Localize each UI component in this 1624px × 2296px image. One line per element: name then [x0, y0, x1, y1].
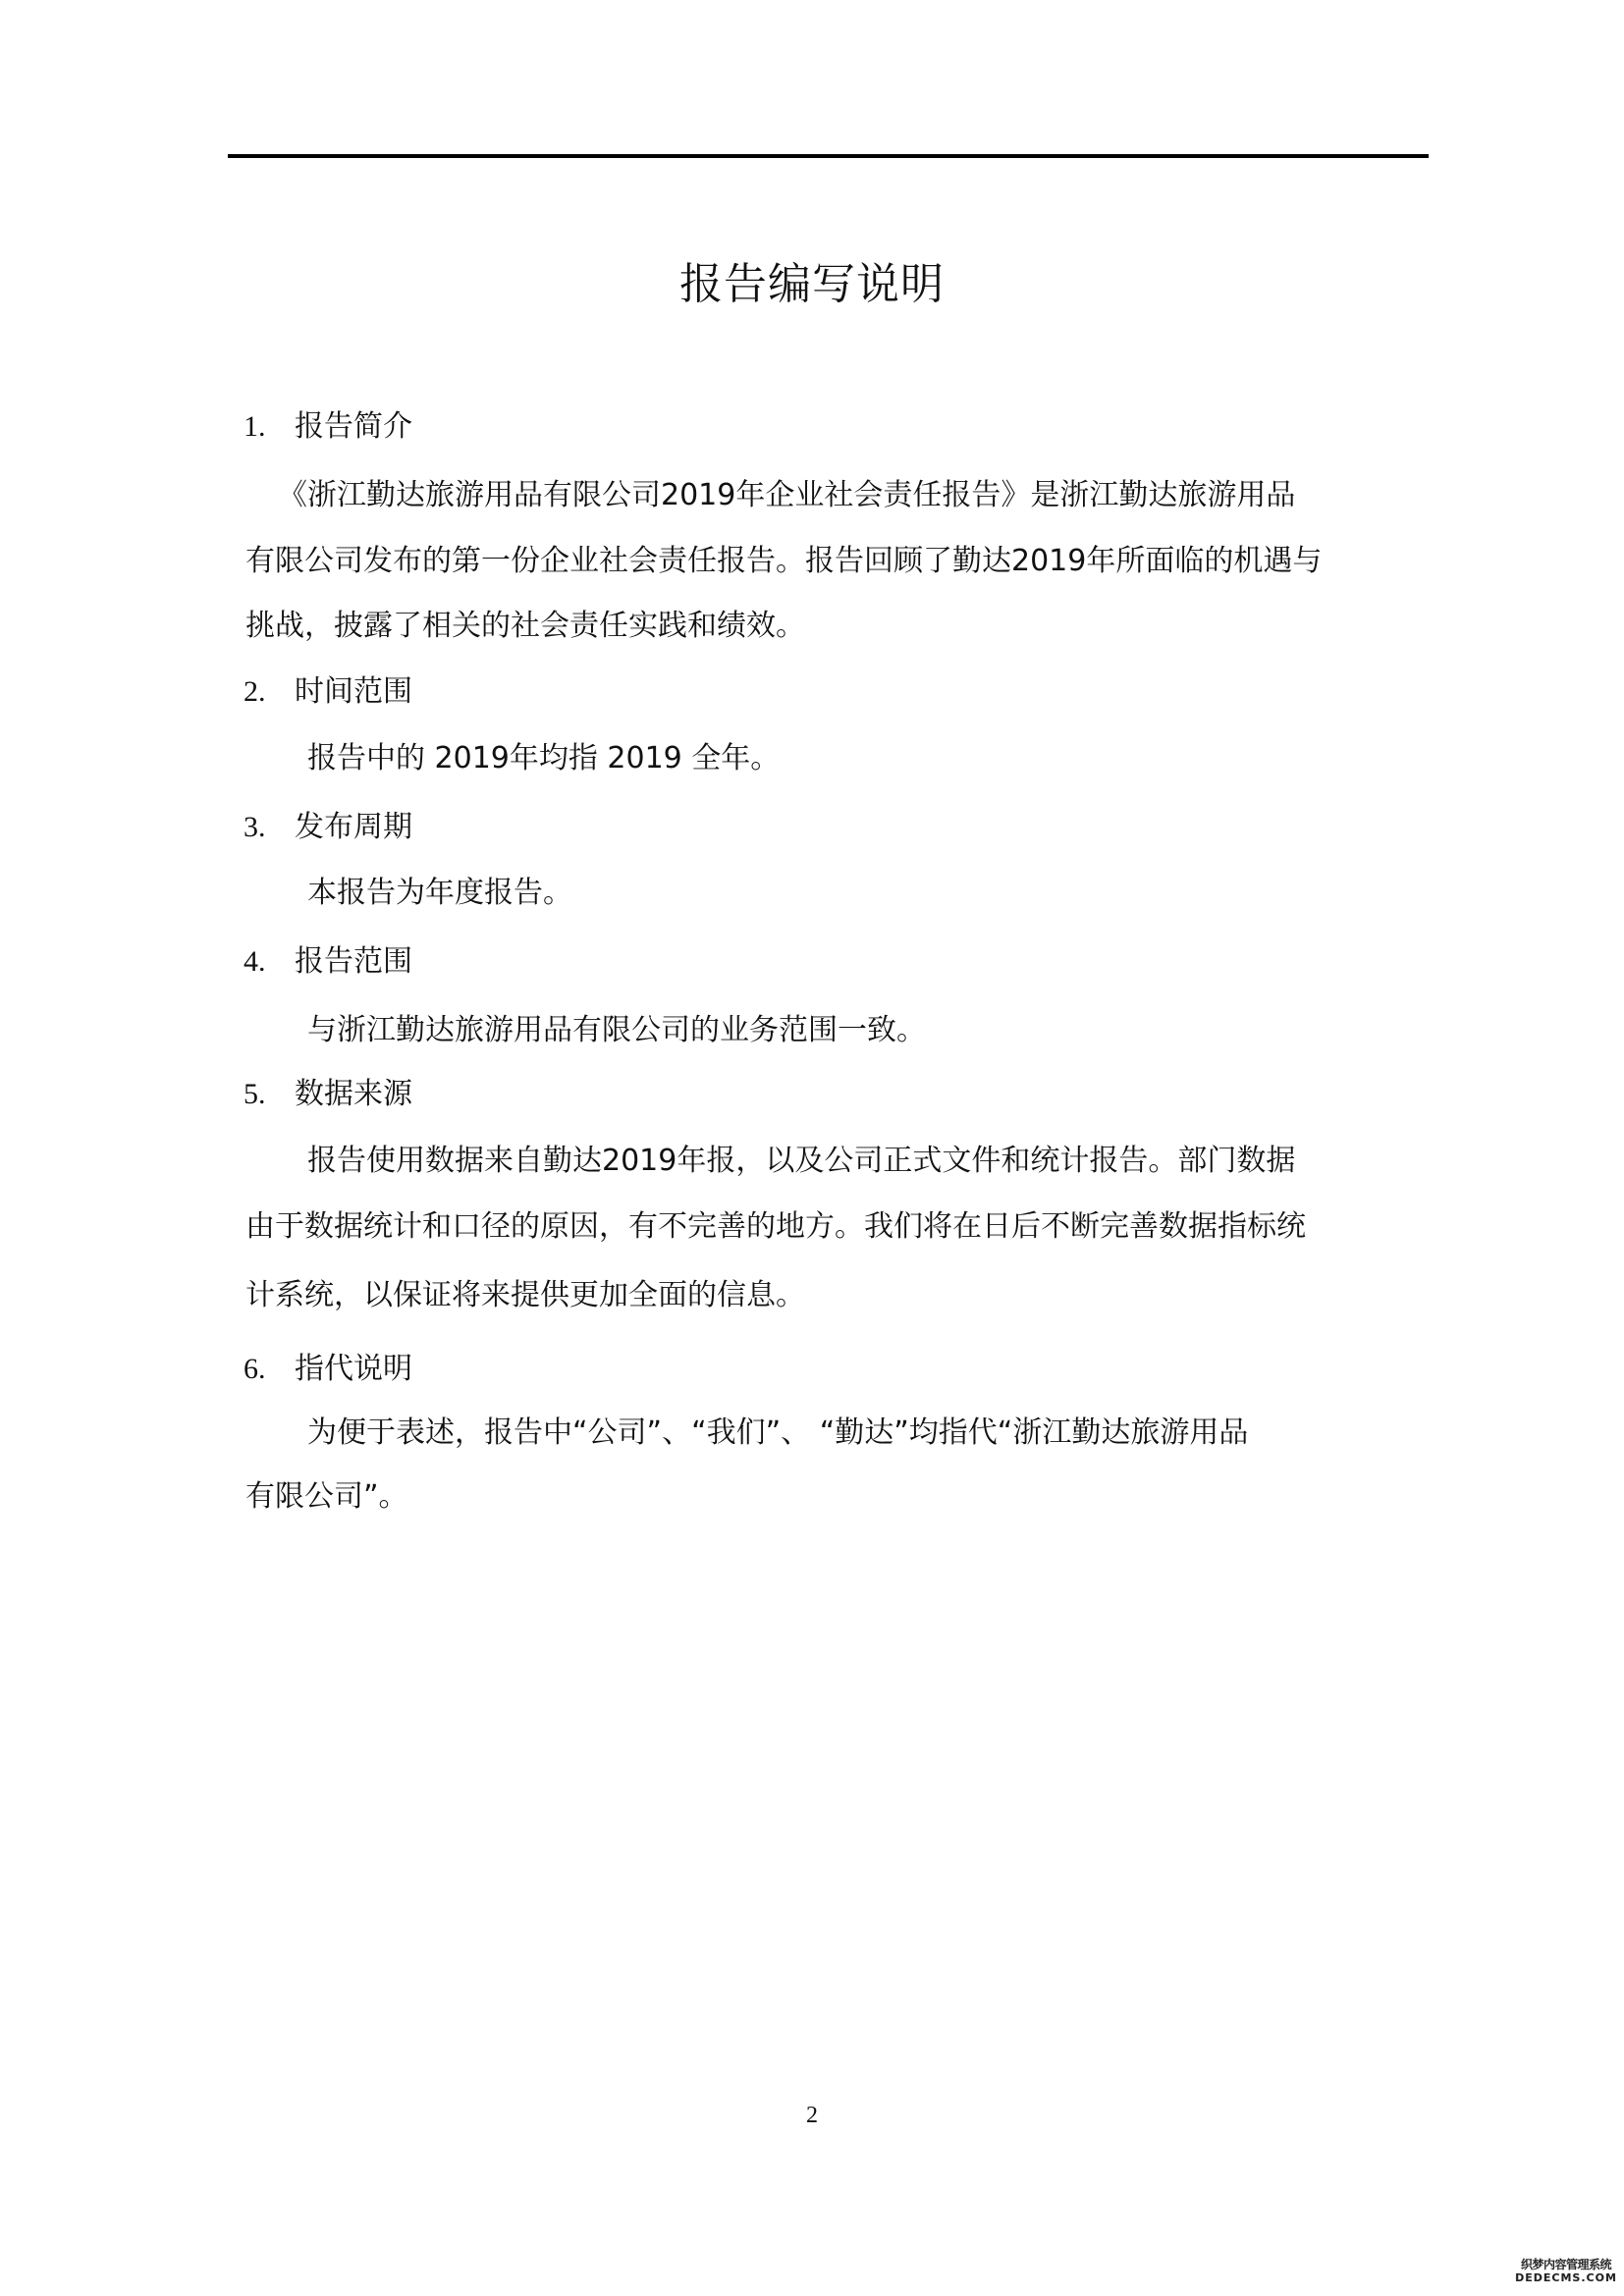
section-heading-4 — [244, 942, 412, 982]
section-heading-1 — [244, 407, 412, 447]
watermark-text-en: DEDECMS.COM — [1515, 2271, 1617, 2284]
section-title: 数据来源 — [295, 1077, 412, 1111]
section-title: 指代说明 — [295, 1352, 412, 1386]
paragraph-line: 《浙江勤达旅游用品有限公司2019年企业社会责任报告》是浙江勤达旅游用品 — [278, 478, 1296, 512]
paragraph-line: 报告使用数据来自勤达2019年报，以及公司正式文件和统计报告。部门数据 — [307, 1144, 1296, 1178]
paragraph-line: 报告中的 2019年均指 2019 全年。 — [307, 741, 781, 775]
page-number: 2 — [806, 2103, 818, 2128]
section-heading-3 — [244, 808, 412, 847]
section-number: 6. — [244, 1353, 266, 1385]
section-heading-2 — [244, 672, 412, 712]
paragraph-line: 有限公司发布的第一份企业社会责任报告。报告回顾了勤达2019年所面临的机遇与 — [245, 544, 1323, 578]
section-title: 报告范围 — [295, 944, 412, 979]
paragraph-line: 为便于表述，报告中“公司”、“我们”、 “勤达”均指代“浙江勤达旅游用品 — [307, 1415, 1249, 1450]
section-number: 1. — [244, 410, 266, 443]
paragraph-line: 与浙江勤达旅游用品有限公司的业务范围一致。 — [307, 1013, 926, 1047]
paragraph-line: 挑战，披露了相关的社会责任实践和绩效。 — [245, 609, 805, 643]
paragraph-line: 本报告为年度报告。 — [307, 876, 572, 910]
section-number: 3. — [244, 811, 266, 843]
section-heading-5 — [244, 1075, 412, 1114]
section-title: 时间范围 — [295, 674, 412, 709]
paragraph-line: 由于数据统计和口径的原因，有不完善的地方。我们将在日后不断完善数据指标统 — [245, 1209, 1306, 1244]
header-rule — [228, 154, 1429, 158]
section-heading-6 — [244, 1350, 412, 1389]
paragraph-line: 有限公司”。 — [245, 1479, 408, 1514]
section-title: 报告简介 — [295, 409, 412, 444]
section-number: 2. — [244, 675, 266, 708]
watermark — [1512, 2258, 1620, 2284]
section-title: 发布周期 — [295, 810, 412, 844]
section-number: 4. — [244, 945, 266, 978]
paragraph-line: 计系统，以保证将来提供更加全面的信息。 — [245, 1278, 805, 1312]
page-title: 报告编写说明 — [679, 259, 945, 309]
section-number: 5. — [244, 1078, 266, 1110]
watermark-text-cn: 织梦内容管理系统 — [1520, 2258, 1611, 2271]
